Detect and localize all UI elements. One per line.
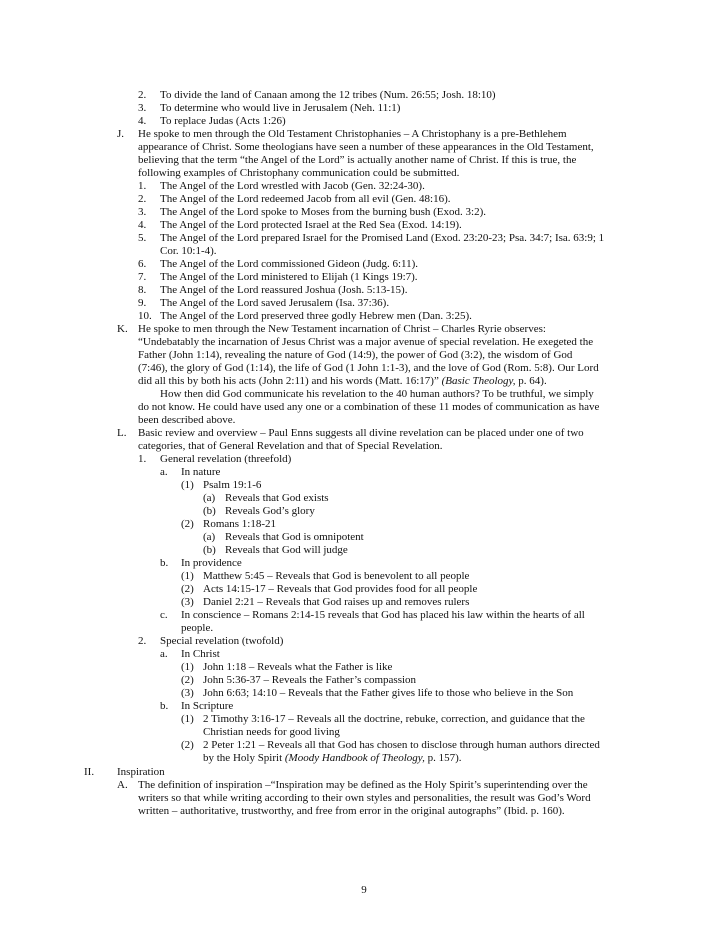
line-text: He spoke to men through the Old Testament Christophanies – A Christophany is a pre-Bethlehem — [138, 128, 567, 140]
line-text: (7:46), the glory of God (1:14), the life of God (1 John 1:1-3), and the love of God (Rom. 5:8). Our Lord — [138, 362, 599, 374]
line-text: General revelation (threefold) — [160, 453, 292, 465]
line-text: categories, that of General Revelation and that of Special Revelation. — [138, 440, 443, 452]
line-text: do not know. He could have used any one or a combination of these 11 modes of communication as have — [138, 401, 600, 413]
text-line — [203, 661, 392, 674]
list-marker: 3. — [138, 206, 147, 218]
line-text: In Christ — [181, 648, 220, 660]
line-text: 2 Timothy 3:16-17 – Reveals all the doctrine, rebuke, correction, and guidance that the — [203, 713, 585, 725]
text-line — [138, 128, 567, 141]
text-line — [160, 219, 462, 232]
list-marker: 2. — [138, 193, 147, 205]
list-marker: b. — [160, 700, 169, 712]
line-text: Inspiration — [117, 766, 165, 778]
text-line — [203, 518, 276, 531]
text-line — [181, 609, 585, 622]
text-line — [160, 297, 389, 310]
list-marker: A. — [117, 779, 128, 791]
text-line — [160, 310, 472, 323]
text-line — [160, 245, 217, 258]
line-text: Reveals that God is omnipotent — [225, 531, 364, 543]
text-line — [160, 206, 486, 219]
text-line — [160, 193, 451, 206]
text-line — [203, 713, 585, 726]
list-marker: 2. — [138, 89, 147, 101]
text-line — [181, 700, 233, 713]
list-marker: (2) — [181, 739, 194, 751]
list-marker: 5. — [138, 232, 147, 244]
line-text: Reveals that God will judge — [225, 544, 348, 556]
list-marker: (1) — [181, 570, 194, 582]
text-line — [160, 284, 407, 297]
text-line — [225, 492, 329, 505]
line-text: did all this by both his acts (John 2:11) and his words (Matt. 16:17)” — [138, 375, 439, 387]
text-line — [138, 805, 565, 818]
text-line — [203, 687, 573, 700]
text-line — [138, 375, 547, 388]
list-marker: 1. — [138, 180, 147, 192]
text-line — [225, 505, 315, 518]
line-text: Cor. 10:1-4). — [160, 245, 217, 257]
line-text: The Angel of the Lord protected Israel at the Red Sea (Exod. 14:19). — [160, 219, 462, 231]
line-text: How then did God communicate his revelation to the 40 human authors? To be truthful, we simply — [160, 388, 594, 400]
line-text: Father (John 1:14), revealing the nature of God (14:9), the power of God (3:2), the wisdom of God — [138, 349, 573, 361]
line-text: To divide the land of Canaan among the 12 tribes (Num. 26:55; Josh. 18:10) — [160, 89, 496, 101]
line-text: The Angel of the Lord commissioned Gideon (Judg. 6:11). — [160, 258, 419, 270]
text-line — [160, 232, 604, 245]
text-line — [225, 531, 364, 544]
text-line — [138, 779, 588, 792]
list-marker: (a) — [203, 531, 216, 543]
list-marker: b. — [160, 557, 169, 569]
list-marker: a. — [160, 648, 168, 660]
citation-page: p. 64). — [515, 375, 547, 387]
line-text: The Angel of the Lord spoke to Moses from the burning bush (Exod. 3:2). — [160, 206, 486, 218]
line-text: The Angel of the Lord prepared Israel for the Promised Land (Exod. 23:20-23; Psa. 34:7; Isa. 63:9; 1 — [160, 232, 605, 244]
line-text: He spoke to men through the New Testament incarnation of Christ – Charles Ryrie observes: — [138, 323, 546, 335]
line-text: Christian needs for good living — [203, 726, 340, 738]
citation-title: (Basic Theology, — [438, 375, 516, 387]
list-marker: (2) — [181, 583, 194, 595]
text-line — [160, 115, 286, 128]
text-line — [181, 557, 242, 570]
line-text: Special revelation (twofold) — [160, 635, 284, 647]
line-text: by the Holy Spirit — [203, 752, 283, 764]
text-line — [203, 726, 340, 739]
text-line — [181, 648, 220, 661]
list-marker: (b) — [203, 544, 216, 556]
text-line — [203, 596, 469, 609]
list-marker: a. — [160, 466, 168, 478]
text-line — [138, 427, 584, 440]
line-text: written – authoritative, trustworthy, and free from error in the original autographs” (Ibid. p. 160). — [138, 805, 565, 817]
list-marker: II. — [84, 766, 95, 778]
text-line — [181, 622, 213, 635]
line-text: The Angel of the Lord saved Jerusalem (Isa. 37:36). — [160, 297, 390, 309]
text-line — [181, 466, 220, 479]
line-text: Daniel 2:21 – Reveals that God raises up and removes rulers — [203, 596, 470, 608]
line-text: “Undebatably the incarnation of Jesus Christ was a major avenue of special revelation. He exegeted the — [138, 336, 594, 348]
list-marker: 9. — [138, 297, 147, 309]
line-text: appearance of Christ. Some theologians have seen a number of these appearances in the Old Testament, — [138, 141, 594, 153]
text-line — [160, 180, 425, 193]
text-line — [160, 388, 594, 401]
list-marker: (a) — [203, 492, 216, 504]
list-marker: (1) — [181, 713, 194, 725]
line-text: Reveals God’s glory — [225, 505, 315, 517]
list-marker: (1) — [181, 661, 194, 673]
line-text: John 1:18 – Reveals what the Father is like — [203, 661, 393, 673]
text-line — [138, 362, 599, 375]
text-line — [203, 583, 477, 596]
list-marker: J. — [117, 128, 125, 140]
text-line — [160, 102, 400, 115]
line-text: writers so that while writing according to their own styles and personalities, the result was God’s Word — [138, 792, 591, 804]
text-line — [138, 154, 576, 167]
line-text: John 6:63; 14:10 – Reveals that the Father gives life to those who believe in the Son — [203, 687, 574, 699]
text-line — [138, 323, 546, 336]
line-text: To determine who would live in Jerusalem (Neh. 11:1) — [160, 102, 401, 114]
line-text: The Angel of the Lord preserved three godly Hebrew men (Dan. 3:25). — [160, 310, 472, 322]
list-marker: 1. — [138, 453, 147, 465]
list-marker: 3. — [138, 102, 147, 114]
line-text: John 5:36-37 – Reveals the Father’s compassion — [203, 674, 417, 686]
list-marker: L. — [117, 427, 127, 439]
line-text: In providence — [181, 557, 242, 569]
text-line — [138, 349, 572, 362]
list-marker: (3) — [181, 596, 194, 608]
line-text: The Angel of the Lord wrestled with Jacob (Gen. 32:24-30). — [160, 180, 425, 192]
list-marker: c. — [160, 609, 168, 621]
list-marker: 10. — [138, 310, 152, 322]
list-marker: 8. — [138, 284, 147, 296]
list-marker: K. — [117, 323, 128, 335]
list-marker: (1) — [181, 479, 194, 491]
list-marker: (b) — [203, 505, 216, 517]
line-text: In Scripture — [181, 700, 234, 712]
list-marker: (2) — [181, 518, 194, 530]
line-text: The Angel of the Lord ministered to Elijah (1 Kings 19:7). — [160, 271, 418, 283]
line-text: Reveals that God exists — [225, 492, 329, 504]
citation-title: (Moody Handbook of Theology, — [282, 752, 425, 764]
line-text: Romans 1:18-21 — [203, 518, 277, 530]
page-number: 9 — [361, 884, 367, 896]
line-text: Basic review and overview – Paul Enns suggests all divine revelation can be placed under one of two — [138, 427, 584, 439]
text-line — [138, 414, 235, 427]
list-marker: 7. — [138, 271, 147, 283]
line-text: 2 Peter 1:21 – Reveals all that God has chosen to disclose through human authors directed — [203, 739, 600, 751]
line-text: The definition of inspiration –“Inspiration may be defined as the Holy Spirit’s superintending over the — [138, 779, 588, 791]
text-line — [160, 89, 496, 102]
line-text: people. — [181, 622, 214, 634]
line-text: Psalm 19:1-6 — [203, 479, 262, 491]
text-line — [138, 141, 594, 154]
text-line — [138, 167, 459, 180]
text-line — [203, 570, 469, 583]
text-line — [225, 544, 348, 557]
line-text: To replace Judas (Acts 1:26) — [160, 115, 286, 127]
line-text: Matthew 5:45 – Reveals that God is benevolent to all people — [203, 570, 470, 582]
text-line — [160, 453, 291, 466]
line-text: The Angel of the Lord redeemed Jacob from all evil (Gen. 48:16). — [160, 193, 451, 205]
text-line — [138, 336, 593, 349]
list-marker: 6. — [138, 258, 147, 270]
text-line — [160, 271, 418, 284]
text-line — [160, 258, 418, 271]
text-line — [138, 440, 443, 453]
line-text: In nature — [181, 466, 221, 478]
line-text: The Angel of the Lord reassured Joshua (Josh. 5:13-15). — [160, 284, 408, 296]
list-marker: 2. — [138, 635, 147, 647]
text-line — [138, 792, 591, 805]
list-marker: (3) — [181, 687, 194, 699]
text-line — [160, 635, 283, 648]
line-text: In conscience – Romans 2:14-15 reveals that God has placed his law within the hearts of all — [181, 609, 585, 621]
citation-page: p. 157). — [424, 752, 462, 764]
list-marker: (2) — [181, 674, 194, 686]
text-line — [203, 479, 261, 492]
text-line — [203, 739, 600, 752]
list-marker: 4. — [138, 219, 147, 231]
list-marker: 4. — [138, 115, 147, 127]
text-line — [117, 766, 165, 779]
line-text: been described above. — [138, 414, 236, 426]
line-text: believing that the term “the Angel of the Lord” is actually another name of Christ. If this is true, the — [138, 154, 577, 166]
line-text: following examples of Christophany communication could be submitted. — [138, 167, 460, 179]
text-line — [138, 401, 599, 414]
line-text: Acts 14:15-17 – Reveals that God provides food for all people — [203, 583, 478, 595]
text-line — [203, 752, 462, 765]
text-line — [203, 674, 416, 687]
